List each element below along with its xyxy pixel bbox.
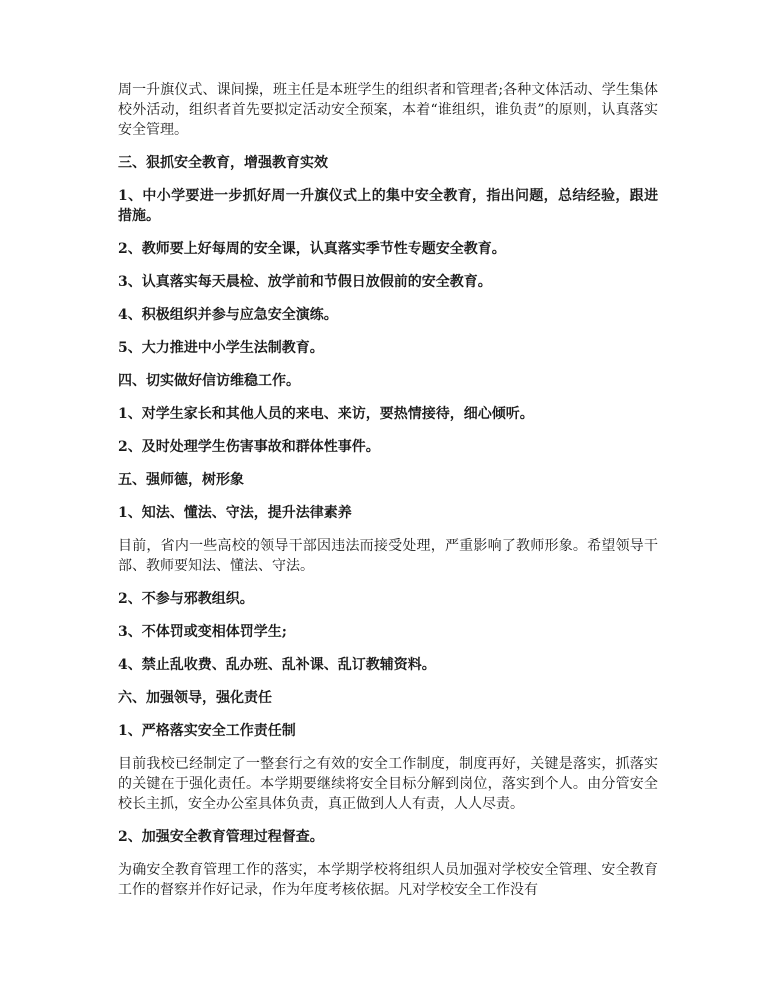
section-heading: 三、狠抓安全教育，增强教育实效 — [118, 155, 328, 171]
list-item: 1、知法、懂法、守法，提升法律素养 — [118, 505, 352, 521]
list-item: 3、认真落实每天晨检、放学前和节假日放假前的安全教育。 — [118, 274, 492, 290]
list-item: 3、不体罚或变相体罚学生; — [118, 624, 287, 640]
body-paragraph: 目前我校已经制定了一整套行之有效的安全工作制度，制度再好，关键是落实，抓落实的关键在于强化责任。本学期要继续将安全目标分解到岗位，落实到个人。由分管安全校长主抓，安全办公室具体负责，真正做到人人有责，人人尽责。 — [118, 756, 658, 812]
section-heading: 六、加强领导，强化责任 — [118, 690, 272, 706]
list-item: 1、中小学要进一步抓好周一升旗仪式上的集中安全教育，指出问题，总结经验，跟进措施。 — [118, 188, 658, 224]
body-paragraph: 为确安全教育管理工作的落实，本学期学校将组织人员加强对学校安全管理、安全教育工作的督察并作好记录，作为年度考核依据。凡对学校安全工作没有 — [118, 862, 658, 898]
list-item: 4、禁止乱收费、乱办班、乱补课、乱订教辅资料。 — [118, 657, 436, 673]
list-item: 2、教师要上好每周的安全课，认真落实季节性专题安全教育。 — [118, 241, 506, 257]
list-item: 1、对学生家长和其他人员的来电、来访，要热情接待，细心倾听。 — [118, 406, 534, 422]
list-item: 1、严格落实安全工作责任制 — [118, 723, 296, 739]
list-item: 2、不参与邪教组织。 — [118, 591, 254, 607]
list-item: 5、大力推进中小学生法制教育。 — [118, 340, 324, 356]
list-item: 2、加强安全教育管理过程督查。 — [118, 829, 324, 845]
section-heading: 四、切实做好信访维稳工作。 — [118, 373, 300, 389]
list-item: 2、及时处理学生伤害事故和群体性事件。 — [118, 439, 380, 455]
section-heading: 五、强师德，树形象 — [118, 472, 244, 488]
list-item: 4、积极组织并参与应急安全演练。 — [118, 307, 338, 323]
body-paragraph: 目前，省内一些高校的领导干部因违法而接受处理，严重影响了教师形象。希望领导干部、教师要知法、懂法、守法。 — [118, 538, 658, 574]
body-paragraph: 周一升旗仪式、课间操，班主任是本班学生的组织者和管理者;各种文体活动、学生集体校外活动，组织者首先要拟定活动安全预案，本着“谁组织，谁负责”的原则，认真落实安全管理。 — [118, 82, 658, 138]
document-page — [118, 80, 658, 913]
